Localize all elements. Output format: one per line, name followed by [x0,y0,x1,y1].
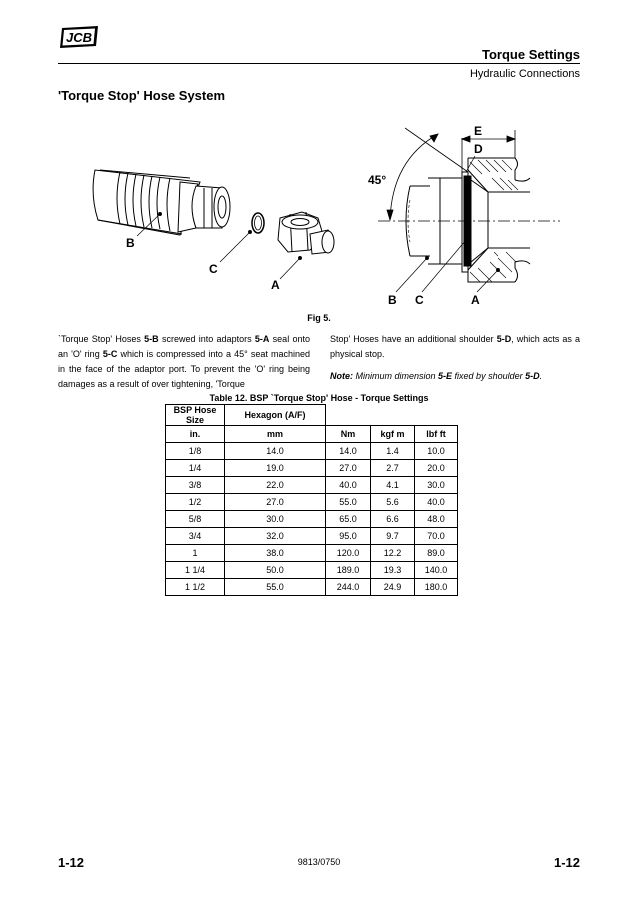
text-run: 5-A [254,334,270,344]
label-c-left: C [209,262,218,276]
leader-lines-right [396,238,500,292]
table-cell: 5.6 [371,494,415,511]
table-cell: 1.4 [371,443,415,460]
label-d: D [474,142,483,156]
torque-table [165,404,458,596]
figure-5-drawing [0,0,638,330]
table-cell: 70.0 [415,528,458,545]
o-ring [252,213,264,233]
footer-page-left: 1-12 [58,855,85,870]
text-run: Stop' Hoses have an additional shoulder [330,334,497,344]
table-row [166,562,458,579]
label-e: E [474,124,483,138]
text-run: , which acts as a physical stop. [330,334,580,359]
table-cell: 120.0 [326,545,371,562]
column-header: kgf m [371,426,415,443]
label-a-right: A [471,293,480,307]
column-header: Nm [326,426,371,443]
table-cell: 1/4 [166,460,225,477]
table-cell: 40.0 [326,477,371,494]
section-title: 'Torque Stop' Hose System [58,88,226,103]
adaptor [278,212,334,254]
table-cell: 50.0 [225,562,326,579]
table-row [166,511,458,528]
table-caption: Table 12. BSP `Torque Stop' Hose - Torque Settings [209,393,429,403]
text-run: Minimum dimension [353,371,439,381]
table-cell: 20.0 [415,460,458,477]
table-cell: 24.9 [371,579,415,596]
table-cell: 40.0 [415,494,458,511]
text-run: 5-C [102,349,118,359]
dimension-e [462,130,515,172]
table-cell: 22.0 [225,477,326,494]
table-cell: 1 1/4 [166,562,225,579]
section-view [406,158,530,282]
table-cell: 55.0 [326,494,371,511]
text-run: Note: [330,371,353,381]
text-run: screwed into adaptors [158,334,255,344]
table-cell: 244.0 [326,579,371,596]
table-cell: 27.0 [225,494,326,511]
table-row [166,528,458,545]
table-cell: 95.0 [326,528,371,545]
table-cell: 3/4 [166,528,225,545]
group-header-bsp: BSP Hose Size [166,405,225,426]
body-right-column [330,332,580,362]
column-header: mm [225,426,326,443]
table-cell: 27.0 [326,460,371,477]
hose-assembly [93,170,230,235]
table-cell: 1 [166,545,225,562]
label-a-left: A [271,278,280,292]
table-cell: 38.0 [225,545,326,562]
table-row [166,477,458,494]
table-cell: 140.0 [415,562,458,579]
table-cell: 19.0 [225,460,326,477]
text-run: `Torque Stop' Hoses [58,334,145,344]
table-column-header-row [166,426,458,443]
table-cell: 6.6 [371,511,415,528]
table-cell: 180.0 [415,579,458,596]
note-text [330,371,542,381]
label-c-right: C [415,293,424,307]
column-header: in. [166,426,225,443]
table-row [166,460,458,477]
table-cell: 2.7 [371,460,415,477]
table-group-header-row [166,405,458,426]
angle-45-indicator [387,128,468,220]
column-header: lbf ft [415,426,458,443]
table-cell: 19.3 [371,562,415,579]
text-run: fixed by shoulder [452,371,526,381]
table-cell: 5/8 [166,511,225,528]
table-cell: 4.1 [371,477,415,494]
table-cell: 1/2 [166,494,225,511]
label-b-right: B [388,293,397,307]
text-run: . [539,371,543,381]
group-header-hexagon: Hexagon (A/F) [225,405,326,426]
text-run: 5-B [144,334,159,344]
table-cell: 89.0 [415,545,458,562]
table-header-blank [326,405,458,426]
text-run: 5-E [438,371,453,381]
footer-page-right: 1-12 [553,855,580,870]
table-cell: 189.0 [326,562,371,579]
table-cell: 1/8 [166,443,225,460]
text-run: seal onto an 'O' ring [58,334,310,359]
text-run: which is compressed into a 45° seat machined in the face of the adaptor port. To prevent the 'O' ring being damages as a result of over tightening, 'Torque [58,349,310,389]
table-cell: 3/8 [166,477,225,494]
body-left-column [58,332,310,392]
table-cell: 32.0 [225,528,326,545]
table-row [166,494,458,511]
table-cell: 30.0 [415,477,458,494]
label-b-left: B [126,236,135,250]
table-cell: 65.0 [326,511,371,528]
figure-caption: Fig 5. [307,313,331,323]
table-row [166,443,458,460]
table-cell: 14.0 [225,443,326,460]
header-title: Torque Settings [482,47,580,62]
header-subtitle: Hydraulic Connections [469,68,580,80]
table-body [166,443,458,596]
table-cell: 9.7 [371,528,415,545]
table-cell: 48.0 [415,511,458,528]
table-cell: 12.2 [371,545,415,562]
table-cell: 14.0 [326,443,371,460]
table-cell: 1 1/2 [166,579,225,596]
table-row [166,579,458,596]
footer-doc-number: 9813/0750 [297,857,341,867]
table-cell: 55.0 [225,579,326,596]
table-cell: 10.0 [415,443,458,460]
table-cell: 30.0 [225,511,326,528]
angle-label: 45° [368,173,387,187]
text-run: 5-D [525,371,540,381]
table-row [166,545,458,562]
jcb-logo-text: JCB [65,30,93,45]
text-run: 5-D [496,334,512,344]
